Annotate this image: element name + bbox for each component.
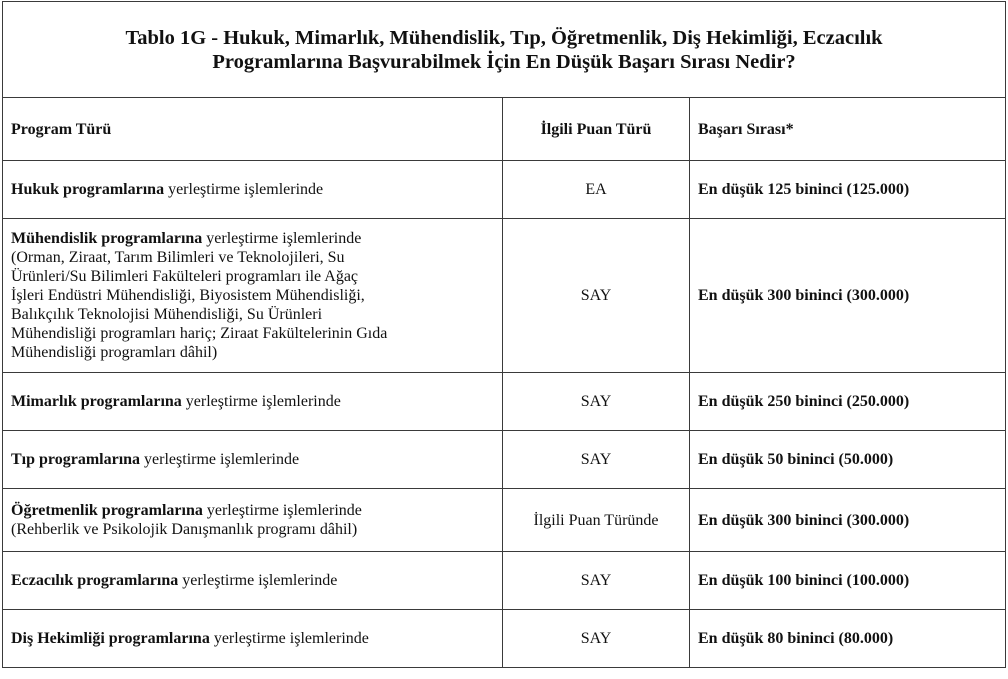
program-suffix: yerleştirme işlemlerinde	[164, 181, 324, 198]
program-name: Eczacılık programlarına	[11, 572, 179, 589]
program-note-line: Mühendisliği programları hariç; Ziraat Fakültelerinin Gıda	[11, 325, 388, 342]
rank-cell: En düşük 250 bininci (250.000)	[690, 373, 1006, 431]
rank-cell: En düşük 125 bininci (125.000)	[690, 161, 1006, 219]
table-row	[3, 489, 1006, 552]
program-line	[11, 501, 494, 520]
program-name: Hukuk programlarına	[11, 181, 165, 198]
program-cell	[3, 552, 503, 610]
table-row	[3, 219, 1006, 373]
program-note-line: (Rehberlik ve Psikolojik Danışmanlık programı dâhil)	[11, 521, 358, 538]
table-title	[3, 2, 1006, 98]
program-cell	[3, 219, 503, 373]
score-type-cell: SAY	[503, 373, 690, 431]
program-cell	[3, 489, 503, 552]
program-suffix: yerleştirme işlemlerinde	[140, 451, 300, 468]
program-note-line: İşleri Endüstri Mühendisliği, Biyosistem Mühendisliği,	[11, 287, 365, 304]
rank-cell: En düşük 50 bininci (50.000)	[690, 431, 1006, 489]
header-score-type: İlgili Puan Türü	[503, 98, 690, 161]
rank-cell: En düşük 80 bininci (80.000)	[690, 610, 1006, 668]
program-line	[11, 392, 494, 411]
program-suffix: yerleştirme işlemlerinde	[181, 393, 341, 410]
program-note-line: (Orman, Ziraat, Tarım Bilimleri ve Teknolojileri, Su	[11, 249, 345, 266]
program-cell	[3, 610, 503, 668]
score-type-cell: SAY	[503, 610, 690, 668]
table-row	[3, 373, 1006, 431]
program-suffix: yerleştirme işlemlerinde	[202, 230, 362, 247]
program-line	[11, 450, 494, 469]
header-program: Program Türü	[3, 98, 503, 161]
table-row	[3, 161, 1006, 219]
program-suffix: yerleştirme işlemlerinde	[178, 572, 338, 589]
program-name: Tıp programlarına	[11, 451, 141, 468]
score-type-cell: SAY	[503, 552, 690, 610]
program-name: Mühendislik programlarına	[11, 230, 203, 247]
table-title-line-2: Programlarına Başvurabilmek İçin En Düşük Başarı Sırası Nedir?	[212, 50, 796, 73]
rank-cell: En düşük 300 bininci (300.000)	[690, 489, 1006, 552]
program-line	[11, 180, 494, 199]
table-row	[3, 610, 1006, 668]
program-line	[11, 571, 494, 590]
table-title-row	[3, 2, 1006, 98]
program-cell	[3, 431, 503, 489]
program-line	[11, 629, 494, 648]
program-note-line: Balıkçılık Teknolojisi Mühendisliği, Su Ürünleri	[11, 306, 323, 323]
program-name: Diş Hekimliği programlarına	[11, 630, 210, 647]
program-name: Mimarlık programlarına	[11, 393, 182, 410]
header-rank: Başarı Sırası*	[690, 98, 1006, 161]
program-cell	[3, 373, 503, 431]
ranking-table	[2, 1, 1006, 668]
program-name: Öğretmenlik programlarına	[11, 502, 203, 519]
score-type-cell: SAY	[503, 219, 690, 373]
table-row	[3, 552, 1006, 610]
table-title-line-1: Tablo 1G - Hukuk, Mimarlık, Mühendislik, Tıp, Öğretmenlik, Diş Hekimliği, Eczacılık	[125, 26, 883, 49]
document-page	[2, 1, 1005, 668]
program-suffix: yerleştirme işlemlerinde	[209, 630, 369, 647]
program-note-line: Ürünleri/Su Bilimleri Fakülteleri programları ile Ağaç	[11, 268, 359, 285]
rank-cell: En düşük 100 bininci (100.000)	[690, 552, 1006, 610]
program-cell	[3, 161, 503, 219]
program-note-line: Mühendisliği programları dâhil)	[11, 344, 218, 361]
program-suffix: yerleştirme işlemlerinde	[202, 502, 362, 519]
table-header-row	[3, 98, 1006, 161]
score-type-cell: EA	[503, 161, 690, 219]
program-line	[11, 229, 494, 248]
score-type-cell: İlgili Puan Türünde	[503, 489, 690, 552]
rank-cell: En düşük 300 bininci (300.000)	[690, 219, 1006, 373]
table-row	[3, 431, 1006, 489]
score-type-cell: SAY	[503, 431, 690, 489]
